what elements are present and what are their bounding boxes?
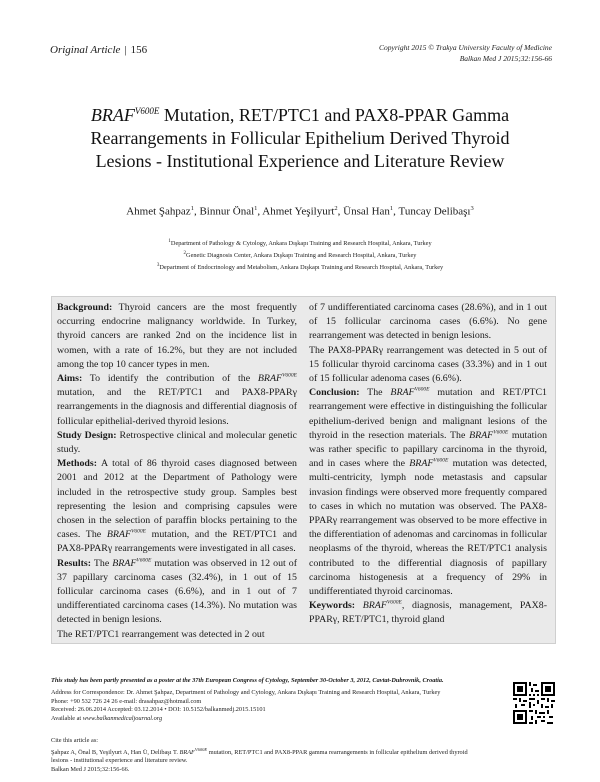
author-name: Ahmet Yeşilyurt: [262, 205, 335, 218]
title-gene: BRAF: [90, 105, 135, 125]
abstract-conclusion: Conclusion: The $BRAF^{V600E}$ mutation and RET/PTC1 rearrangement were effective in distinguishing the follicular epithelium-derived benign and malignant lesions of the thyroid in the resection materials. The $BRAF^{V600E}$ mutation was rather specific to papillary carcinoma in the thyroid, and in cases where the $BRAF^{V600E}$ mutation was detected, multi-centricity, lymph node metastasis and capsular invasion findings were observed more frequently compared to cases in which no mutation was observed. The PAX8-PPARγ rearrangement was observed to be more effective in the differentiation of adenomas and carcinomas in follicular neoplasms of the thyroid, whereas the RET/PTC1 analysis contributed to the differential diagnosis of papillary carcinoma histogenesis at a frequency of 29% in undifferentiated thyroid carcinomas.: [309, 386, 548, 598]
running-header: [50, 44, 147, 56]
title-line3: Lesions - Institutional Experience and Literature Review: [95, 151, 505, 171]
author-name: Ünsal Han: [343, 205, 390, 218]
article-title: [60, 104, 540, 173]
abstract-right-column: [309, 301, 547, 628]
author-list: Ahmet Şahpaz$^1$, Binnur Önal$^1$, Ahmet Yeşilyurt$^2$, Ünsal Han$^1$, Tuncay Delibaşı$^3$: [126, 205, 474, 218]
copyright-line: Copyright 2015 © Trakya University Faculty of Medicine: [379, 43, 552, 52]
journal-website-link[interactable]: www.balkanmedicaljournal.org: [82, 714, 163, 722]
title-variant: V600E: [134, 106, 160, 116]
article-type: Original Article: [50, 44, 121, 56]
affiliation-line: $^2$Genetic Diagnosis Center, Ankara Dışkapı Training and Research Hospital, Ankara, Turkey: [183, 251, 417, 260]
author-name: Tuncay Delibaşı: [398, 205, 471, 218]
header-separator: |: [124, 44, 127, 56]
affiliations: [40, 237, 560, 273]
cite-label: Cite this article as:: [51, 737, 99, 744]
abstract-methods: Methods: A total of 86 thyroid cases diagnosed between 2001 and 2012 at the Department of Pathology were included in the retrospective study group. Samples best representing the lesion and comprising capsules were chosen in the selection of paraffin blocks pertaining to the cases. The $BRAF^{V600E}$ mutation, and the RET/PTC1 and PAX8-PPARγ rearrangements were investigated in all cases.: [57, 458, 297, 555]
abstract-left-column: [57, 301, 297, 642]
cite-line: lesions - institutional experience and literature review.: [51, 757, 188, 765]
page-number: 156: [130, 44, 148, 56]
article-dates: Received: 26.06.2014 Accepted: 03.12.2014 • DOI: 10.5152/balkanmedj.2015.15101: [51, 706, 266, 714]
abstract-background: Background: Thyroid cancers are the most frequently occurring endocrine malignancy worldwide. In Turkey, thyroid cancers are ranked 2nd on the incidence list in women, with a rate of 16.2%, but they are not included among the top 10 cancer types in men.: [57, 302, 297, 370]
poster-note: This study has been partly presented as a poster at the 37th European Congress of Cytology, September 30-October 3, 2012, Cavtat-Dubrovnik, Croatia.: [51, 677, 444, 684]
abstract-results: Results: The $BRAF^{V600E}$ mutation was observed in 12 out of 37 papillary carcinoma cases (32.4%), in 1 out of 15 follicular carcinoma cases (6.6%), and in 1 out of 7 undifferentiated carcinoma cases (14.3%). No mutation was detected in benign lesions.: [57, 557, 297, 626]
citation-block: [51, 737, 468, 774]
abstract-results-cont: of 7 undifferentiated carcinoma cases (28.6%), and in 1 out of 15 follicular carcinoma cases (6.6%). No gene rearrangement was detected in benign lesions.: [309, 302, 547, 342]
author-name: Binnur Önal: [199, 205, 255, 218]
correspondence-contact: Phone: +90 532 726 24 26 e-mail: drasahpaz@hotmail.com: [51, 697, 202, 705]
availability: Available at www.balkanmedicaljournal.org: [51, 714, 163, 722]
cite-line: Şahpaz A, Önal B, Yeşilyurt A, Han Ü, Delibaşı T. $BRAF^{V600E}$ mutation, RET/PTC1 and PAX8-PPAR gamma rearrangements in follicular epithelium derived thyroid: [51, 746, 468, 756]
cite-line: Balkan Med J 2015;32:156-66.: [51, 765, 130, 773]
abstract-study-design: Study Design: Retrospective clinical and molecular genetic study.: [57, 429, 297, 456]
abstract-results-pax8: The PAX8-PPARγ rearrangement was detected in 5 out of 15 follicular thyroid carcinoma cases (33.3%) and in 1 out of 15 follicular adenoma cases (6.6%).: [309, 344, 547, 385]
abstract-results-ret: The RET/PTC1 rearrangement was detected in 2 out: [57, 628, 265, 640]
journal-header: [379, 42, 552, 64]
qr-code-icon[interactable]: [513, 682, 555, 724]
abstract-box: [51, 296, 556, 644]
affiliation-line: $^3$Department of Endocrinology and Metabolism, Ankara Dışkapı Training and Research Hospital, Ankara, Turkey: [156, 263, 444, 272]
abstract-keywords: Keywords: $BRAF^{V600E}$, diagnosis, management, PAX8-PPARγ, RET/PTC1, thyroid gland: [309, 599, 547, 626]
correspondence-address: Address for Correspondence: Dr. Ahmet Şahpaz, Department of Pathology and Cytology, Ankara Dışkapı Training and Research Hospital, Ankara, Turkey: [51, 689, 441, 696]
title-line2: Rearrangements in Follicular Epithelium Derived Thyroid: [90, 128, 510, 148]
author-name: Ahmet Şahpaz: [126, 205, 191, 218]
journal-reference: Balkan Med J 2015;32:156-66: [459, 54, 552, 63]
title-line1: Mutation, RET/PTC1 and PAX8-PPAR Gamma: [159, 105, 510, 125]
abstract-aims: Aims: To identify the contribution of the $BRAF^{V600E}$ mutation, and the RET/PTC1 and PAX8-PPARγ rearrangements in the diagnosis and differential diagnosis of follicular epithelial-derived thyroid lesions.: [57, 372, 297, 427]
correspondence-block: [51, 689, 440, 723]
affiliation-line: $^1$Department of Pathology & Cytology, Ankara Dışkapı Training and Research Hospital, Ankara, Turkey: [168, 239, 432, 248]
